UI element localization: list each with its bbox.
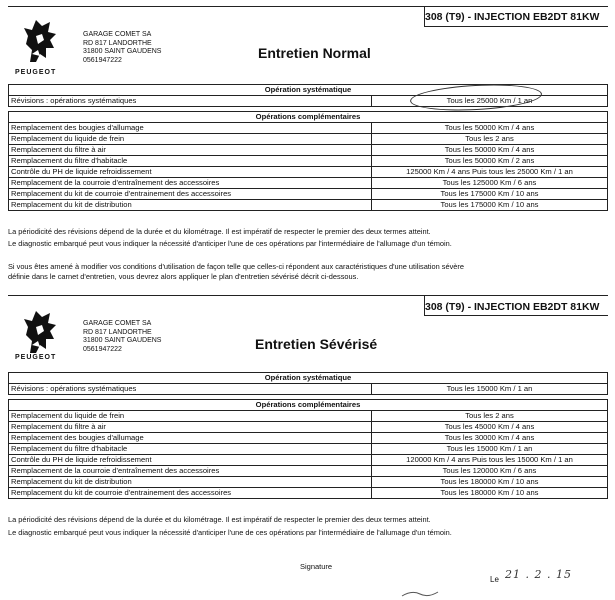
table-row [9,145,608,156]
table-row [9,433,608,444]
table-row [9,178,608,189]
model-rule [424,26,608,27]
table-row [9,444,608,455]
operation-interval: Tous les 2 ans [372,411,608,422]
table-row [9,477,608,488]
operation-interval: Tous les 50000 Km / 4 ans [372,123,608,134]
garage-phone: 0561947222 [83,56,122,64]
operation-interval: Tous les 50000 Km / 4 ans [372,145,608,156]
operation-interval: Tous les 125000 Km / 6 ans [372,178,608,189]
signature-scribble [400,588,440,598]
operation-interval: Tous les 120000 Km / 6 ans [372,466,608,477]
vehicle-model: 308 (T9) - INJECTION EB2DT 81KW [425,11,600,23]
brand-name-2: PEUGEOT [15,354,57,361]
severe-note-2: Le diagnostic embarqué peut vous indiquer la nécessité d'anticiper l'une de ces opérations par l'intermédiaire de l'allumage d'un témoin. [8,528,452,537]
severe-maintenance-table [8,372,608,499]
peugeot-lion-logo [16,14,71,76]
operation-label: Remplacement du liquide de frein [9,411,372,422]
section-header: Opérations complémentaires [9,112,608,123]
operation-interval: Tous les 180000 Km / 10 ans [372,477,608,488]
garage-street: RD 817 LANDORTHE [83,39,152,47]
section-header-row [9,400,608,411]
section-header-row [9,373,608,384]
operation-label: Révisions : opérations systématiques [9,96,372,107]
operation-label: Remplacement du filtre d'habitacle [9,156,372,167]
table-row [9,422,608,433]
garage-address [83,31,161,65]
model-rule-2 [424,315,608,316]
date-prefix: Le [490,575,499,584]
operation-label: Remplacement de la courroie d'entraînement des accessoires [9,178,372,189]
operation-label: Remplacement des bougies d'allumage [9,433,372,444]
handwritten-date: 21 . 2 . 15 [505,568,572,581]
top-rule [8,6,608,7]
operation-label: Remplacement du kit de courroie d'entrainement des accessoires [9,488,372,499]
operation-label: Remplacement du kit de distribution [9,477,372,488]
operation-interval: Tous les 30000 Km / 4 ans [372,433,608,444]
operation-interval: Tous les 15000 Km / 1 an [372,444,608,455]
normal-note-1: La périodicité des révisions dépend de la durée et du kilométrage. Il est impératif de respecter le premier des deux termes atteint. [8,227,431,236]
garage-address-2 [83,320,161,354]
section-header-row [9,112,608,123]
severe-notice-2: définie dans le carnet d'entretien, vous devrez alors appliquer le plan d'entretien sévérisé décrit ci-dessous. [8,272,359,281]
model-divider [424,6,425,26]
garage-city: 31800 SAINT GAUDENS [83,337,162,344]
vehicle-model-2: 308 (T9) - INJECTION EB2DT 81KW [425,301,600,313]
operation-label: Remplacement du kit de distribution [9,200,372,211]
section-header: Opération systématique [9,373,608,384]
table-row [9,200,608,211]
severe-notice-1: Si vous êtes amené à modifier vos conditions d'utilisation de façon telle que celles-ci répondent aux caractéristiques d'une utilisation sévère [8,262,464,271]
garage-phone: 0561947222 [83,345,122,353]
table-row [9,466,608,477]
operation-label: Remplacement du filtre à air [9,145,372,156]
garage-city: 31800 SAINT GAUDENS [83,48,162,55]
table-row [9,488,608,499]
section-header: Opération systématique [9,85,608,96]
model-divider-2 [424,295,425,315]
operation-interval: Tous les 175000 Km / 10 ans [372,200,608,211]
operation-interval: Tous les 2 ans [372,134,608,145]
section-header: Opérations complémentaires [9,400,608,411]
operation-label: Remplacement du liquide de frein [9,134,372,145]
table-row [9,411,608,422]
operation-label: Remplacement du filtre d'habitacle [9,444,372,455]
table-row [9,156,608,167]
operation-interval: Tous les 180000 Km / 10 ans [372,488,608,499]
table-row [9,384,608,395]
operation-interval: 125000 Km / 4 ans Puis tous les 25000 Km / 1 an [372,167,608,178]
operation-interval: Tous les 15000 Km / 1 an [372,384,608,395]
table-row [9,455,608,466]
operation-interval: Tous les 175000 Km / 10 ans [372,189,608,200]
signature-label: Signature [300,562,333,571]
normal-title: Entretien Normal [258,45,371,61]
operation-label: Contrôle du PH de liquide refroidissement [9,167,372,178]
normal-note-2: Le diagnostic embarqué peut vous indiquer la nécessité d'anticiper l'une de ces opérations par l'intermédiaire de l'allumage d'un témoin. [8,239,452,248]
operation-interval: Tous les 50000 Km / 2 ans [372,156,608,167]
operation-label: Remplacement du filtre à air [9,422,372,433]
severe-note-1: La périodicité des révisions dépend de la durée et du kilométrage. Il est impératif de respecter le premier des deux termes atteint. [8,515,431,524]
table-row [9,167,608,178]
garage-name: GARAGE COMET SA [83,320,152,327]
table-row [9,189,608,200]
operation-label: Remplacement du kit de courroie d'entrainement des accessoires [9,189,372,200]
top-rule-2 [8,295,608,296]
operation-label: Remplacement des bougies d'allumage [9,123,372,134]
table-row [9,134,608,145]
operation-label: Révisions : opérations systématiques [9,384,372,395]
garage-street: RD 817 LANDORTHE [83,328,152,336]
garage-name: GARAGE COMET SA [83,31,152,38]
operation-interval: Tous les 45000 Km / 4 ans [372,422,608,433]
operation-label: Contrôle du PH de liquide refroidissement [9,455,372,466]
severe-title: Entretien Sévérisé [255,336,378,352]
brand-name: PEUGEOT [15,69,57,76]
operation-interval: 120000 Km / 4 ans Puis tous les 15000 Km / 1 an [372,455,608,466]
operation-interval: Tous les 25000 Km / 1 an [372,96,608,107]
table-row [9,123,608,134]
operation-label: Remplacement de la courroie d'entraînement des accessoires [9,466,372,477]
